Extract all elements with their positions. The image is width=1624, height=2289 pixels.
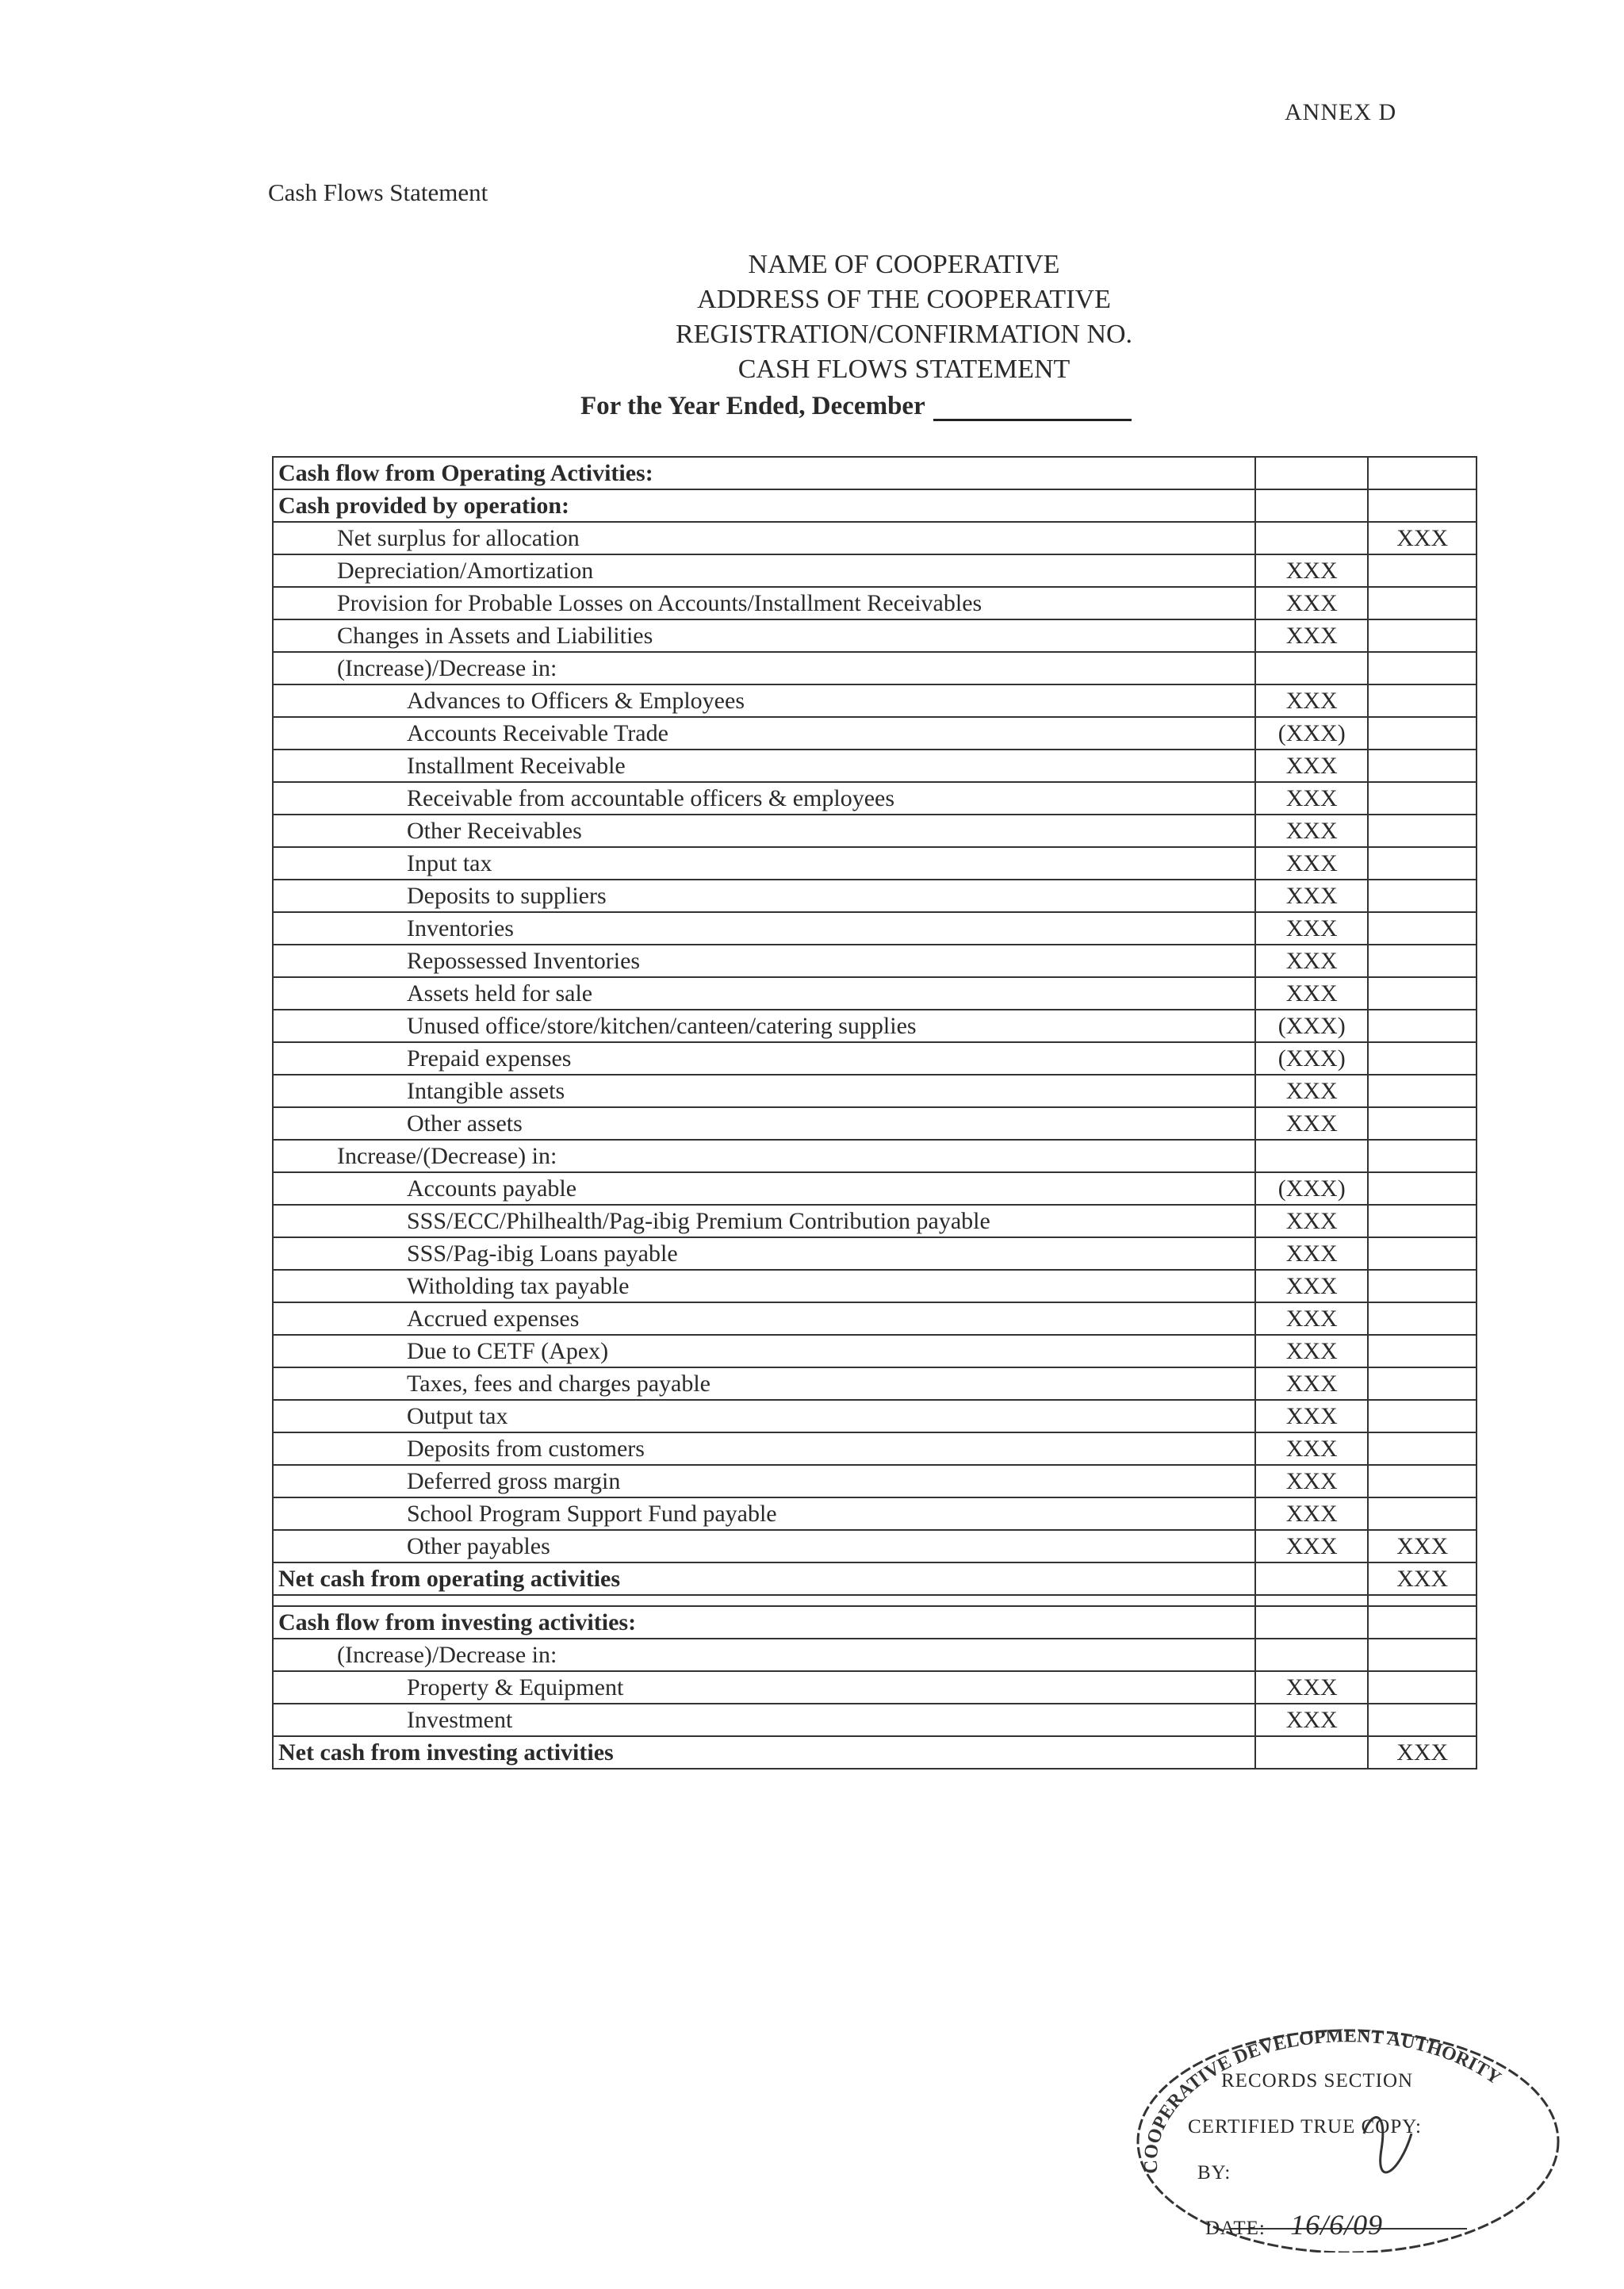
stamp-arc-text: COOPERATIVE DEVELOPMENT AUTHORITY bbox=[1140, 2026, 1505, 2175]
statement-title: CASH FLOWS STATEMENT bbox=[737, 355, 1071, 384]
row-amount-detail bbox=[1255, 652, 1368, 684]
row-label: Other assets bbox=[273, 1107, 1255, 1140]
row-amount-total bbox=[1368, 782, 1477, 815]
row-amount-total bbox=[1368, 1205, 1477, 1237]
row-amount-detail: XXX bbox=[1255, 1302, 1368, 1335]
row-label: Witholding tax payable bbox=[273, 1270, 1255, 1302]
table-row bbox=[273, 619, 1477, 652]
row-amount-total bbox=[1368, 847, 1477, 880]
row-label: Unused office/store/kitchen/canteen/catering supplies bbox=[273, 1010, 1255, 1042]
row-amount-total bbox=[1368, 945, 1477, 977]
row-amount-detail bbox=[1255, 1140, 1368, 1172]
row-label: Deposits from customers bbox=[273, 1432, 1255, 1465]
table-row bbox=[273, 847, 1477, 880]
row-amount-detail: XXX bbox=[1255, 945, 1368, 977]
row-amount-detail: XXX bbox=[1255, 1270, 1368, 1302]
row-amount-detail: XXX bbox=[1255, 1530, 1368, 1562]
table-row bbox=[273, 945, 1477, 977]
registration-number: REGISTRATION/CONFIRMATION NO. bbox=[675, 320, 1133, 349]
spacer-cell bbox=[1368, 1595, 1477, 1606]
table-row bbox=[273, 880, 1477, 912]
row-amount-detail: XXX bbox=[1255, 1107, 1368, 1140]
row-amount-detail: XXX bbox=[1255, 1237, 1368, 1270]
spacer-cell bbox=[1255, 1595, 1368, 1606]
table-row bbox=[273, 1010, 1477, 1042]
row-label: SSS/ECC/Philhealth/Pag-ibig Premium Contribution payable bbox=[273, 1205, 1255, 1237]
row-amount-total bbox=[1368, 912, 1477, 945]
row-amount-detail: XXX bbox=[1255, 619, 1368, 652]
row-amount-detail bbox=[1255, 1736, 1368, 1769]
row-amount-detail: XXX bbox=[1255, 782, 1368, 815]
row-label: Cash flow from Operating Activities: bbox=[273, 457, 1255, 489]
row-label: Receivable from accountable officers & employees bbox=[273, 782, 1255, 815]
row-amount-total bbox=[1368, 1432, 1477, 1465]
table-row bbox=[273, 1140, 1477, 1172]
table-row bbox=[273, 977, 1477, 1010]
stamp-by: BY: bbox=[1197, 2162, 1231, 2184]
stamp-section: RECORDS SECTION bbox=[1221, 2070, 1414, 2092]
row-amount-total bbox=[1368, 652, 1477, 684]
row-amount-detail: XXX bbox=[1255, 1335, 1368, 1367]
row-amount-detail: XXX bbox=[1255, 554, 1368, 587]
row-amount-total bbox=[1368, 1237, 1477, 1270]
stamp-date-value: 16/6/09 bbox=[1290, 2209, 1384, 2241]
table-row bbox=[273, 554, 1477, 587]
row-label: Accrued expenses bbox=[273, 1302, 1255, 1335]
row-label: Installment Receivable bbox=[273, 750, 1255, 782]
row-label: Depreciation/Amortization bbox=[273, 554, 1255, 587]
row-amount-detail: XXX bbox=[1255, 1465, 1368, 1497]
table-row bbox=[273, 522, 1477, 554]
row-amount-total bbox=[1368, 1172, 1477, 1205]
cooperative-name: NAME OF COOPERATIVE bbox=[748, 250, 1060, 279]
row-amount-total bbox=[1368, 684, 1477, 717]
row-amount-total bbox=[1368, 1639, 1477, 1671]
row-label: School Program Support Fund payable bbox=[273, 1497, 1255, 1530]
row-label: Net cash from investing activities bbox=[273, 1736, 1255, 1769]
row-label: Advances to Officers & Employees bbox=[273, 684, 1255, 717]
period-blank bbox=[933, 395, 1132, 421]
row-amount-total bbox=[1368, 457, 1477, 489]
table-row bbox=[273, 1736, 1477, 1769]
row-label: SSS/Pag-ibig Loans payable bbox=[273, 1237, 1255, 1270]
stamp-certified: CERTIFIED TRUE COPY: bbox=[1188, 2116, 1422, 2138]
row-amount-detail bbox=[1255, 489, 1368, 522]
row-amount-detail: XXX bbox=[1255, 1367, 1368, 1400]
row-amount-total bbox=[1368, 1140, 1477, 1172]
row-amount-detail: XXX bbox=[1255, 1432, 1368, 1465]
row-amount-total: XXX bbox=[1368, 1562, 1477, 1595]
row-label: Cash provided by operation: bbox=[273, 489, 1255, 522]
svg-text:COOPERATIVE DEVELOPMENT AUTHOR bbox=[1140, 2026, 1504, 2174]
table-row bbox=[273, 1107, 1477, 1140]
row-label: Taxes, fees and charges payable bbox=[273, 1367, 1255, 1400]
row-amount-total: XXX bbox=[1368, 1736, 1477, 1769]
row-amount-detail: XXX bbox=[1255, 912, 1368, 945]
table-row bbox=[273, 1172, 1477, 1205]
row-label: Investment bbox=[273, 1704, 1255, 1736]
row-label: Inventories bbox=[273, 912, 1255, 945]
period-line bbox=[580, 392, 1132, 421]
table-row bbox=[273, 1671, 1477, 1704]
row-amount-total bbox=[1368, 1704, 1477, 1736]
table-row bbox=[273, 717, 1477, 750]
row-amount-detail: XXX bbox=[1255, 750, 1368, 782]
statement-header bbox=[444, 247, 1364, 387]
row-amount-detail: XXX bbox=[1255, 1400, 1368, 1432]
row-amount-total bbox=[1368, 1302, 1477, 1335]
table-row bbox=[273, 1237, 1477, 1270]
table-row bbox=[273, 1497, 1477, 1530]
table-row bbox=[273, 1639, 1477, 1671]
row-amount-detail: XXX bbox=[1255, 977, 1368, 1010]
row-label: Changes in Assets and Liabilities bbox=[273, 619, 1255, 652]
row-label: Other Receivables bbox=[273, 815, 1255, 847]
table-row bbox=[273, 815, 1477, 847]
row-amount-total bbox=[1368, 880, 1477, 912]
row-amount-total bbox=[1368, 619, 1477, 652]
row-amount-total bbox=[1368, 1497, 1477, 1530]
row-amount-total bbox=[1368, 489, 1477, 522]
stamp-date bbox=[1205, 2208, 1383, 2241]
row-amount-detail: XXX bbox=[1255, 880, 1368, 912]
table-row bbox=[273, 684, 1477, 717]
row-amount-total bbox=[1368, 750, 1477, 782]
table-row bbox=[273, 1367, 1477, 1400]
row-amount-detail bbox=[1255, 1562, 1368, 1595]
row-label: Net cash from operating activities bbox=[273, 1562, 1255, 1595]
row-amount-total bbox=[1368, 1400, 1477, 1432]
row-amount-total bbox=[1368, 554, 1477, 587]
row-label: Increase/(Decrease) in: bbox=[273, 1140, 1255, 1172]
row-amount-detail: (XXX) bbox=[1255, 1172, 1368, 1205]
row-amount-total bbox=[1368, 1270, 1477, 1302]
row-amount-total bbox=[1368, 977, 1477, 1010]
table-row bbox=[273, 1400, 1477, 1432]
row-amount-detail: XXX bbox=[1255, 1075, 1368, 1107]
table-row bbox=[273, 782, 1477, 815]
row-label: Repossessed Inventories bbox=[273, 945, 1255, 977]
table-row bbox=[273, 1465, 1477, 1497]
row-amount-total bbox=[1368, 815, 1477, 847]
row-amount-detail bbox=[1255, 522, 1368, 554]
table-row bbox=[273, 1075, 1477, 1107]
row-label: Due to CETF (Apex) bbox=[273, 1335, 1255, 1367]
row-amount-total bbox=[1368, 1465, 1477, 1497]
row-amount-detail: XXX bbox=[1255, 815, 1368, 847]
table-row bbox=[273, 1302, 1477, 1335]
row-label: Provision for Probable Losses on Accounts/Installment Receivables bbox=[273, 587, 1255, 619]
row-amount-total bbox=[1368, 1075, 1477, 1107]
table-row bbox=[273, 457, 1477, 489]
stamp-date-label: DATE: bbox=[1205, 2218, 1266, 2239]
row-amount-total bbox=[1368, 1042, 1477, 1075]
row-label: Property & Equipment bbox=[273, 1671, 1255, 1704]
cash-flow-table bbox=[272, 456, 1477, 1769]
annex-label: ANNEX D bbox=[1285, 99, 1397, 125]
row-amount-total bbox=[1368, 1367, 1477, 1400]
row-amount-total bbox=[1368, 1671, 1477, 1704]
row-amount-detail: XXX bbox=[1255, 1205, 1368, 1237]
row-amount-detail bbox=[1255, 1606, 1368, 1639]
row-label: Input tax bbox=[273, 847, 1255, 880]
table-row bbox=[273, 1530, 1477, 1562]
cooperative-address: ADDRESS OF THE COOPERATIVE bbox=[697, 285, 1111, 314]
row-amount-total bbox=[1368, 1335, 1477, 1367]
certified-true-copy-stamp bbox=[1126, 2015, 1570, 2253]
row-amount-detail: XXX bbox=[1255, 1671, 1368, 1704]
table-spacer-row bbox=[273, 1595, 1477, 1606]
row-label: Cash flow from investing activities: bbox=[273, 1606, 1255, 1639]
table-row bbox=[273, 1432, 1477, 1465]
row-amount-detail: (XXX) bbox=[1255, 1010, 1368, 1042]
row-label: Accounts payable bbox=[273, 1172, 1255, 1205]
table-row bbox=[273, 1205, 1477, 1237]
row-label: Accounts Receivable Trade bbox=[273, 717, 1255, 750]
table-row bbox=[273, 1042, 1477, 1075]
row-amount-detail: XXX bbox=[1255, 1704, 1368, 1736]
row-label: Deferred gross margin bbox=[273, 1465, 1255, 1497]
row-amount-total bbox=[1368, 717, 1477, 750]
row-amount-detail: (XXX) bbox=[1255, 717, 1368, 750]
row-amount-detail: XXX bbox=[1255, 847, 1368, 880]
row-label: Net surplus for allocation bbox=[273, 522, 1255, 554]
spacer-cell bbox=[273, 1595, 1255, 1606]
row-amount-detail bbox=[1255, 457, 1368, 489]
row-label: Assets held for sale bbox=[273, 977, 1255, 1010]
table-row bbox=[273, 1562, 1477, 1595]
row-label: (Increase)/Decrease in: bbox=[273, 1639, 1255, 1671]
table-row bbox=[273, 652, 1477, 684]
row-amount-total bbox=[1368, 1107, 1477, 1140]
row-label: Intangible assets bbox=[273, 1075, 1255, 1107]
row-amount-total bbox=[1368, 1010, 1477, 1042]
row-label: Output tax bbox=[273, 1400, 1255, 1432]
row-amount-detail: XXX bbox=[1255, 684, 1368, 717]
table-row bbox=[273, 489, 1477, 522]
row-amount-total: XXX bbox=[1368, 522, 1477, 554]
table-row bbox=[273, 1270, 1477, 1302]
row-amount-total bbox=[1368, 1606, 1477, 1639]
row-label: Deposits to suppliers bbox=[273, 880, 1255, 912]
table-row bbox=[273, 1606, 1477, 1639]
table-row bbox=[273, 1704, 1477, 1736]
table-row bbox=[273, 1335, 1477, 1367]
row-amount-detail bbox=[1255, 1639, 1368, 1671]
row-label: Other payables bbox=[273, 1530, 1255, 1562]
table-row bbox=[273, 750, 1477, 782]
table-row bbox=[273, 912, 1477, 945]
period-text: For the Year Ended, December bbox=[580, 392, 925, 420]
row-label: (Increase)/Decrease in: bbox=[273, 652, 1255, 684]
row-amount-detail: XXX bbox=[1255, 587, 1368, 619]
row-amount-detail: (XXX) bbox=[1255, 1042, 1368, 1075]
document-label: Cash Flows Statement bbox=[268, 178, 488, 206]
row-amount-total: XXX bbox=[1368, 1530, 1477, 1562]
table-row bbox=[273, 587, 1477, 619]
row-amount-total bbox=[1368, 587, 1477, 619]
row-amount-detail: XXX bbox=[1255, 1497, 1368, 1530]
row-label: Prepaid expenses bbox=[273, 1042, 1255, 1075]
